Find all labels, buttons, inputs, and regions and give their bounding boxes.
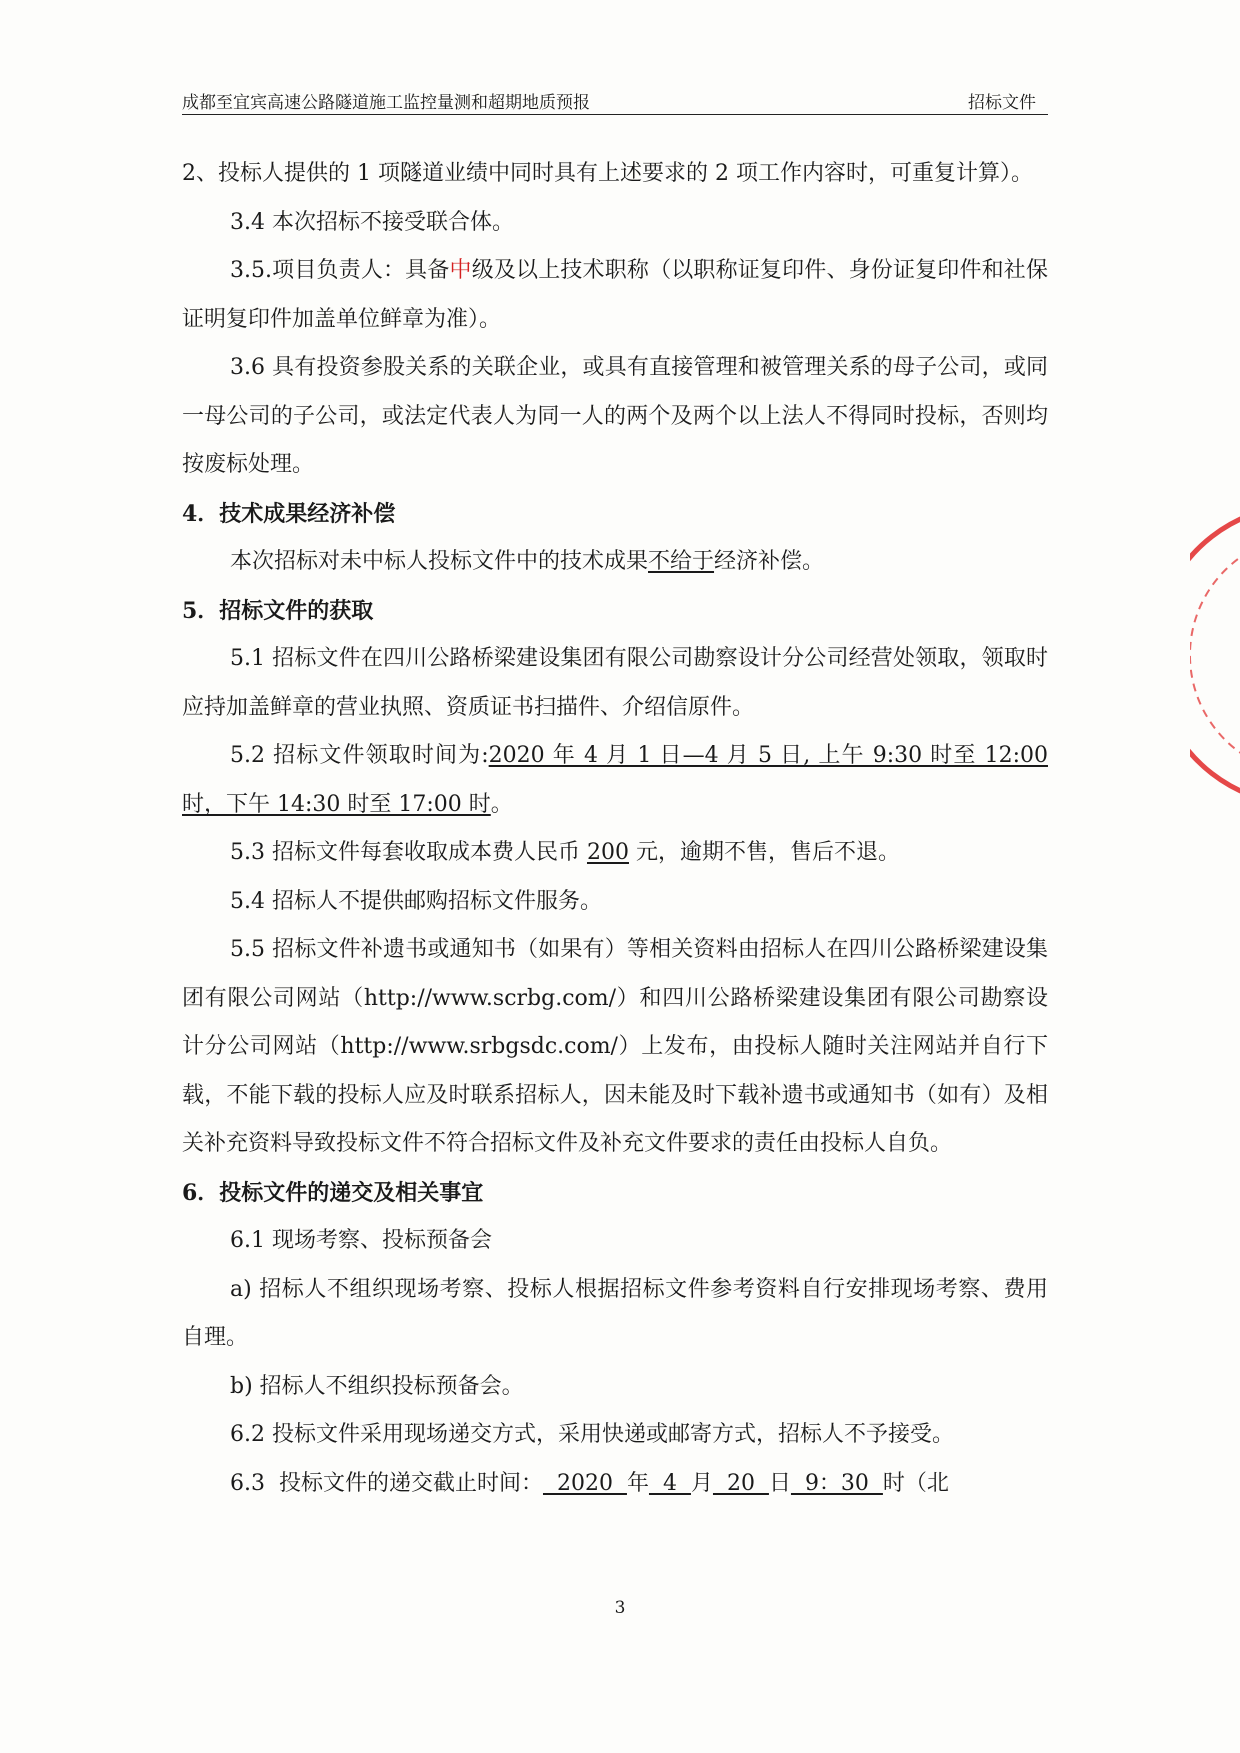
underlined-text: 2020 xyxy=(542,1470,627,1496)
paragraph-5-1: 5.1 招标文件在四川公路桥梁建设集团有限公司勘察设计分公司经营处领取，领取时应持加盖鲜章的营业执照、资质证书扫描件、介绍信原件。 xyxy=(182,646,1048,720)
header-doc-type: 招标文件 xyxy=(968,93,1036,113)
paragraph-4-body xyxy=(182,538,1048,587)
page-number: 3 xyxy=(614,1598,626,1618)
paragraph-5-2 xyxy=(182,732,1048,829)
text-run: 级及以上技术职称（以职称证复印件、身份证复印件和社保证明复印件加盖单位鲜章为准）。 xyxy=(182,258,1048,332)
text-run: 本次招标对未中标人投标文件中的技术成果 xyxy=(230,549,649,574)
section-heading-6: 6．投标文件的递交及相关事宜 xyxy=(182,1179,484,1206)
underlined-text: 20 xyxy=(712,1470,769,1496)
underlined-text: 200 xyxy=(586,840,629,865)
paragraph-6-1-b: b) 招标人不组织投标预备会。 xyxy=(230,1373,524,1399)
text-run: 经济补偿。 xyxy=(714,549,825,574)
paragraph-item-2: 2、投标人提供的 1 项隧道业绩中同时具有上述要求的 2 项工作内容时，可重复计算）。 xyxy=(182,161,1033,186)
paragraph-5-5: 5.5 招标文件补遗书或通知书（如果有）等相关资料由招标人在四川公路桥梁建设集团有限公司网站（http://www.scrbg.com/）和四川公路桥梁建设集团有限公司勘察设计分公司网站（http://www.srbgsdc.com/）上发布，由投标人随时关注网站并自行下载，不能下载的投标人应及时联系招标人，因未能及时下载补遗书或通知书（如有）及相关补充资料导致投标文件不符合招标文件及补充文件要求的责任由投标人自负。 xyxy=(182,937,1048,1156)
text-run: 日 xyxy=(768,1470,791,1496)
text-run: 5.3 招标文件每套收取成本费人民币 xyxy=(230,840,587,865)
text-run: 5.2 招标文件领取时间为: xyxy=(230,743,489,768)
underlined-text: 2020 年 4 月 1 日—4 月 5 日, 上午 9:30 时至 12:00 时，下午 14:30 时至 17:00 时 xyxy=(182,743,1048,817)
paragraph-3-4: 3.4 本次招标不接受联合体。 xyxy=(230,209,514,235)
header-title: 成都至宜宾高速公路隧道施工监控量测和超期地质预报 xyxy=(182,93,590,113)
underlined-text: 4 xyxy=(648,1470,691,1496)
page-header xyxy=(182,86,1048,115)
text-run: 元，逾期不售，售后不退。 xyxy=(628,840,900,865)
underlined-text: 不给于 xyxy=(648,549,715,574)
paragraph-5-3 xyxy=(182,829,1048,878)
paragraph-6-1: 6.1 现场考察、投标预备会 xyxy=(230,1228,492,1253)
underlined-text: 9：30 xyxy=(790,1470,883,1496)
paragraph-6-1-a: a) 招标人不组织现场考察、投标人根据招标文件参考资料自行安排现场考察、费用自理。 xyxy=(182,1276,1048,1350)
text-run: 6.3 投标文件的递交截止时间： xyxy=(230,1470,543,1496)
text-run: 时（北 xyxy=(882,1470,949,1496)
text-run: 年 xyxy=(626,1470,649,1496)
paragraph-6-3 xyxy=(182,1460,1048,1509)
paragraph-6-2: 6.2 投标文件采用现场递交方式，采用快递或邮寄方式，招标人不予接受。 xyxy=(230,1422,954,1447)
text-run: 3.5.项目负责人：具备 xyxy=(230,258,450,283)
section-heading-4: 4．技术成果经济补偿 xyxy=(182,500,396,527)
seal-stamp-fragment xyxy=(1190,505,1240,805)
highlighted-text: 中 xyxy=(449,258,472,283)
text-run: 。 xyxy=(490,791,513,817)
text-run: 月 xyxy=(690,1470,713,1496)
document-body xyxy=(182,150,1048,1508)
paragraph-5-4: 5.4 招标人不提供邮购招标文件服务。 xyxy=(230,888,602,914)
section-heading-5: 5．招标文件的获取 xyxy=(182,597,374,624)
paragraph-3-6: 3.6 具有投资参股关系的关联企业，或具有直接管理和被管理关系的母子公司，或同一母公司的子公司，或法定代表人为同一人的两个及两个以上法人不得同时投标，否则均按废标处理。 xyxy=(182,355,1048,477)
paragraph-3-5 xyxy=(182,247,1048,344)
